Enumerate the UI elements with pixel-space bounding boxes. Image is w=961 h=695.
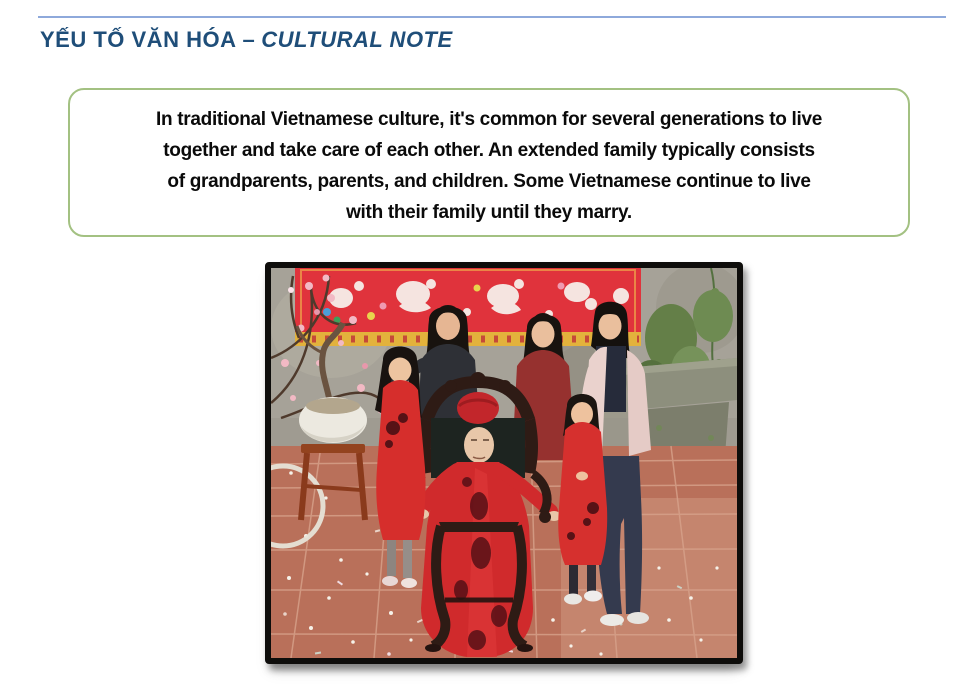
title-english: CULTURAL NOTE	[261, 27, 453, 52]
header-rule	[38, 16, 946, 18]
cultural-note-box	[68, 88, 910, 237]
title-vietnamese: YẾU TỐ VĂN HÓA	[40, 27, 237, 52]
family-photo	[265, 262, 743, 664]
page-title	[40, 26, 453, 54]
note-line: with their family until they marry.	[346, 202, 632, 223]
note-line: In traditional Vietnamese culture, it's common for several generations to live	[155, 109, 823, 130]
title-separator: –	[242, 27, 256, 52]
note-line: together and take care of each other. An extended family typically consists	[163, 140, 815, 161]
family-photo-illustration	[271, 268, 737, 658]
note-line: of grandparents, parents, and children. Some Vietnamese continue to live	[167, 171, 811, 192]
